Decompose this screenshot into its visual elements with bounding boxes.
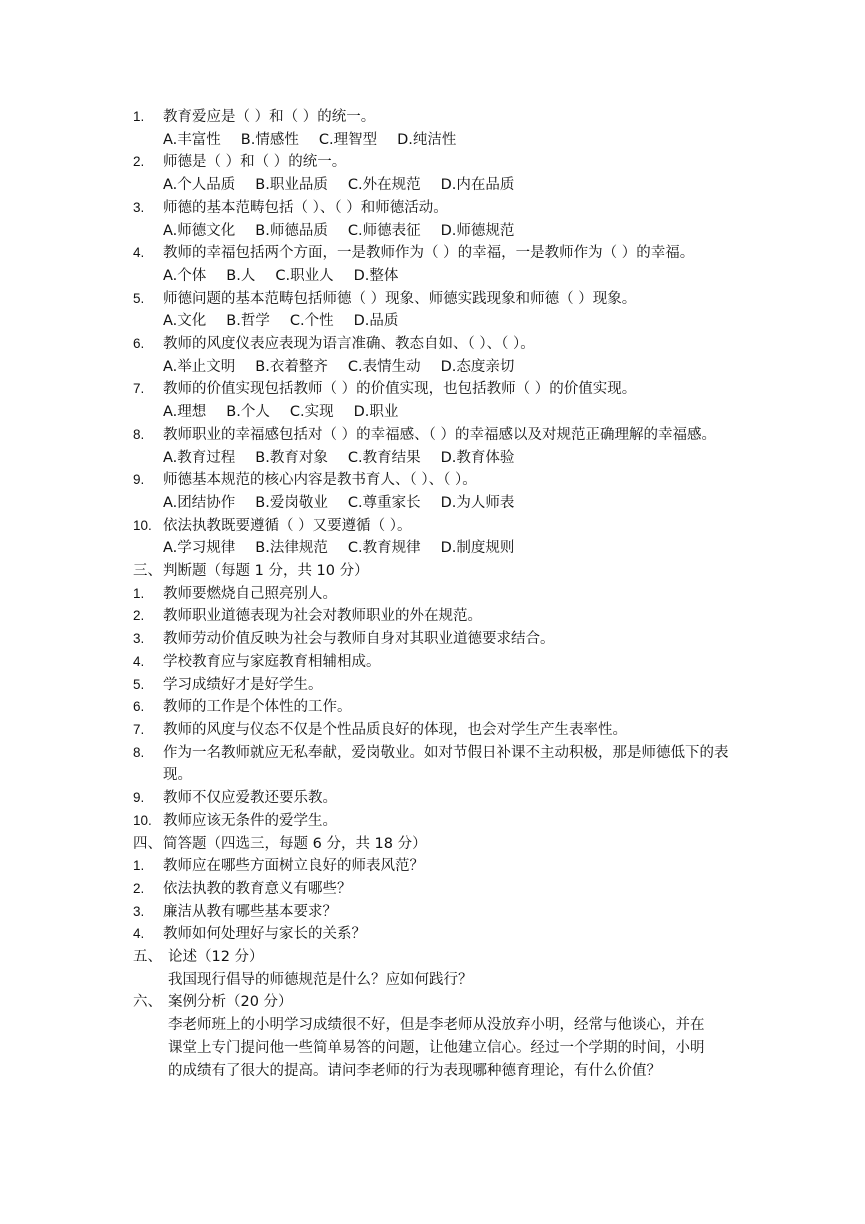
option-c: C.外在规范: [347, 177, 421, 194]
option-c: C.个性: [289, 313, 334, 330]
option-a: A.丰富性: [163, 131, 221, 148]
item-number: 1.: [133, 858, 145, 874]
item-text: 教师不仅应爱教还要乐教。: [163, 790, 337, 807]
question-number: 8.: [133, 426, 145, 442]
section-title: 判断题（每题 1 分，共 10 分）: [163, 563, 369, 580]
section-title: 简答题（四选三，每题 6 分，共 18 分）: [163, 835, 427, 852]
item-number: 8.: [133, 744, 145, 760]
option-c: C.理智型: [318, 131, 378, 148]
item-number: 6.: [133, 699, 145, 715]
item-text: 依法执教的教育意义有哪些？: [163, 880, 352, 897]
option-d: D.内在品质: [440, 177, 515, 194]
option-d: D.教育体验: [440, 449, 515, 466]
section-heading: [133, 946, 743, 969]
item-number: 2.: [133, 880, 145, 896]
judgement-item: [133, 787, 743, 810]
item-number: 7.: [133, 721, 145, 737]
item-text: 作为一名教师就应无私奉献，爱岗敬业。如对节假日补课不主动积极，那是师德低下的表现。: [163, 744, 729, 784]
question-number: 1.: [133, 109, 145, 124]
option-b: B.法律规范: [255, 540, 328, 557]
option-a: A.个人品质: [163, 177, 236, 194]
option-a: A.个体: [163, 267, 207, 284]
question-number: 4.: [133, 245, 145, 261]
item-number: 5.: [133, 676, 145, 692]
section-label: 三、: [133, 563, 162, 580]
item-text: 教师如何处理好与家长的关系？: [163, 926, 366, 943]
section-label: 六、: [133, 994, 162, 1011]
judgement-item: [133, 696, 743, 719]
options-row: [133, 537, 743, 560]
option-c: C.教育结果: [347, 449, 421, 466]
option-b: B.个人: [226, 404, 270, 421]
multiple-choice-section: [133, 106, 743, 560]
section-label: 四、: [133, 835, 162, 852]
question-number: 3.: [133, 199, 145, 215]
option-c: C.教育规律: [347, 540, 421, 557]
case-text: 李老师班上的小明学习成绩很不好，但是李老师从没放弃小明，经常与他谈心，并在课堂上专门提问他一些简单易答的问题，让他建立信心。经过一个学期的时间，小明的成绩有了很大的提高。请问李老师的行为表现哪种德育理论，有什么价值？: [168, 1017, 705, 1079]
option-b: B.教育对象: [255, 449, 328, 466]
option-a: A.师德文化: [163, 222, 236, 239]
question-text: 教师的风度仪表应表现为语言准确、教态自如、（ ）、（ ）。: [163, 336, 535, 353]
essay-prompt: 我国现行倡导的师德规范是什么？应如何践行？: [168, 971, 473, 988]
option-d: D.纯洁性: [397, 131, 457, 148]
option-d: D.态度亲切: [440, 358, 515, 375]
section-heading: [133, 833, 743, 856]
options-row: [133, 492, 743, 515]
item-text: 教师应在哪些方面树立良好的师表风范？: [163, 858, 424, 875]
mc-question-10: [133, 515, 743, 560]
question-text: 教师的幸福包括两个方面，一是教师作为（ ）的幸福，一是教师作为（ ）的幸福。: [163, 245, 695, 262]
essay-section: [133, 946, 743, 991]
short-answer-item: [133, 901, 743, 924]
options-row: [133, 220, 743, 243]
section-heading: [133, 991, 743, 1014]
options-row: [133, 174, 743, 197]
section-title: 案例分析（20 分）: [168, 994, 293, 1011]
mc-question-5: [133, 288, 743, 333]
item-number: 2.: [133, 608, 145, 624]
case-analysis-section: [133, 991, 743, 1082]
item-number: 1.: [133, 585, 145, 601]
item-text: 教师职业道德表现为社会对教师职业的外在规范。: [163, 608, 482, 625]
short-answer-item: [133, 923, 743, 946]
question-number: 5.: [133, 290, 145, 306]
question-text: 师德基本规范的核心内容是教书育人、（ ）、（ ）。: [163, 472, 477, 489]
mc-question-8: [133, 424, 743, 469]
exam-content: [133, 106, 743, 1082]
question-number: 2.: [133, 154, 145, 170]
item-text: 学校教育应与家庭教育相辅相成。: [163, 653, 381, 670]
judgement-item: [133, 628, 743, 651]
mc-question-2: [133, 151, 743, 196]
short-answer-item: [133, 855, 743, 878]
mc-question-4: [133, 242, 743, 287]
item-text: 廉洁从教有哪些基本要求？: [163, 903, 337, 920]
question-number: 7.: [133, 381, 145, 397]
section-label: 五、: [133, 949, 162, 966]
option-c: C.实现: [289, 404, 334, 421]
option-b: B.衣着整齐: [255, 358, 328, 375]
question-text: 教师职业的幸福感包括对（ ）的幸福感、（ ）的幸福感以及对规范正确理解的幸福感。: [163, 426, 716, 443]
option-b: B.爱岗敬业: [255, 494, 328, 511]
item-text: 教师应该无条件的爱学生。: [163, 812, 337, 829]
option-d: D.品质: [353, 313, 399, 330]
option-d: D.职业: [353, 404, 399, 421]
short-answer-section: [133, 833, 743, 947]
item-number: 4.: [133, 926, 145, 942]
mc-question-9: [133, 469, 743, 514]
options-row: [133, 401, 743, 424]
option-c: C.尊重家长: [347, 494, 421, 511]
option-c: C.师德表征: [347, 222, 421, 239]
option-d: D.师德规范: [440, 222, 515, 239]
judgement-item: [133, 605, 743, 628]
mc-question-7: [133, 378, 743, 423]
mc-question-1: [133, 106, 743, 151]
section-title: 论述（12 分）: [168, 949, 264, 966]
judgement-item: [133, 651, 743, 674]
option-d: D.为人师表: [440, 494, 515, 511]
option-b: B.人: [226, 267, 256, 284]
option-c: C.表情生动: [347, 358, 421, 375]
judgement-item: [133, 674, 743, 697]
judgement-item: [133, 810, 743, 833]
item-text: 学习成绩好才是好学生。: [163, 676, 323, 693]
item-number: 3.: [133, 903, 145, 919]
option-a: A.学习规律: [163, 540, 236, 557]
option-a: A.文化: [163, 313, 207, 330]
options-row: [133, 265, 743, 288]
option-b: B.哲学: [226, 313, 270, 330]
item-text: 教师劳动价值反映为社会与教师自身对其职业道德要求结合。: [163, 631, 555, 648]
question-number: 10.: [133, 517, 152, 533]
option-b: B.师德品质: [255, 222, 328, 239]
judgement-item: [133, 719, 743, 742]
option-d: D.整体: [353, 267, 399, 284]
judgement-item: [133, 583, 743, 606]
option-b: B.情感性: [240, 131, 299, 148]
options-row: [133, 129, 743, 152]
item-number: 4.: [133, 653, 145, 669]
section-heading: [133, 560, 743, 583]
question-text: 教育爱应是（ ）和（ ）的统一。: [163, 109, 376, 125]
judgement-section: [133, 560, 743, 832]
item-number: 3.: [133, 631, 145, 647]
option-d: D.制度规则: [440, 540, 515, 557]
question-text: 教师的价值实现包括教师（ ）的价值实现，也包括教师（ ）的价值实现。: [163, 381, 637, 398]
option-a: A.团结协作: [163, 494, 236, 511]
short-answer-item: [133, 878, 743, 901]
item-text: 教师的风度与仪态不仅是个性品质良好的体现，也会对学生产生表率性。: [163, 721, 627, 738]
item-number: 9.: [133, 790, 145, 806]
option-c: C.职业人: [275, 267, 334, 284]
mc-question-3: [133, 197, 743, 242]
options-row: [133, 356, 743, 379]
options-row: [133, 447, 743, 470]
mc-question-6: [133, 333, 743, 378]
option-a: A.举止文明: [163, 358, 236, 375]
question-number: 6.: [133, 336, 145, 352]
question-text: 师德问题的基本范畴包括师德（ ）现象、师德实践现象和师德（ ）现象。: [163, 290, 637, 307]
question-text: 师德是（ ）和（ ）的统一。: [163, 154, 347, 171]
item-text: 教师的工作是个体性的工作。: [163, 699, 352, 716]
question-text: 师德的基本范畴包括（ ）、（ ）和师德活动。: [163, 199, 448, 216]
item-text: 教师要燃烧自己照亮别人。: [163, 585, 337, 602]
judgement-item: [133, 742, 743, 787]
option-a: A.教育过程: [163, 449, 236, 466]
question-text: 依法执教既要遵循（ ）又要遵循（ ）。: [163, 517, 412, 534]
options-row: [133, 310, 743, 333]
question-number: 9.: [133, 472, 145, 488]
option-a: A.理想: [163, 404, 207, 421]
item-number: 10.: [133, 812, 152, 828]
option-b: B.职业品质: [255, 177, 328, 194]
